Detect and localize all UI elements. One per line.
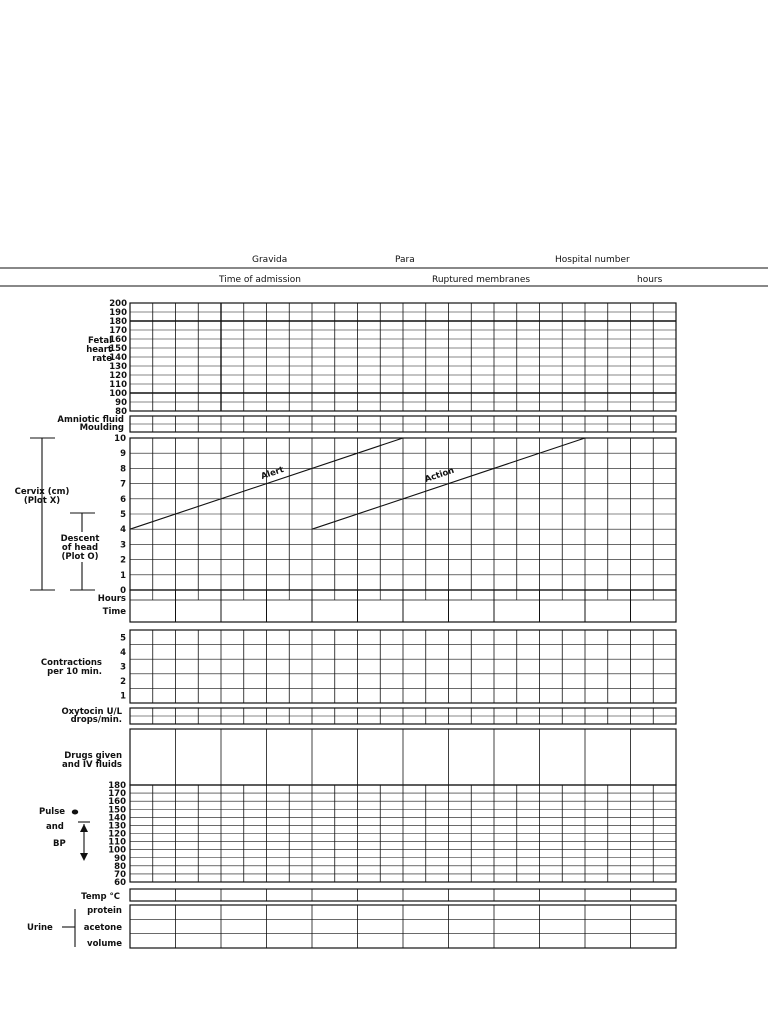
pulse-bp-tick: 170	[108, 789, 126, 800]
pulse-bp-tick: 120	[108, 829, 126, 840]
amniotic-section	[57, 415, 676, 433]
contractions-grid[interactable]	[130, 630, 676, 703]
drugs-label-2: and IV fluids	[62, 760, 122, 770]
contractions-tick: 3	[120, 662, 126, 673]
urine-section	[27, 905, 676, 949]
fhr-tick: 100	[109, 389, 127, 399]
urine-volume-label: volume	[87, 939, 122, 949]
pulse-bp-tick: 130	[108, 821, 126, 832]
time-label: Time	[102, 607, 126, 617]
cervix-tick: 8	[120, 464, 126, 475]
temp-grid[interactable]	[130, 889, 676, 901]
contractions-label-2: per 10 min.	[47, 667, 102, 677]
pulse-bp-tick: 60	[114, 878, 126, 888]
descent-label-3: (Plot O)	[61, 552, 99, 562]
contractions-label-1: Contractions	[40, 658, 102, 668]
pulse-bp-tick: 140	[108, 813, 126, 824]
moulding-label: Moulding	[79, 423, 124, 433]
cervix-grid[interactable]	[130, 438, 676, 590]
pulse-bp-tick-labels	[108, 781, 126, 888]
fhr-tick: 130	[109, 362, 127, 372]
cervix-label-1: Cervix (cm)	[14, 487, 70, 497]
urine-protein-label: protein	[87, 906, 122, 916]
contractions-section	[41, 630, 676, 703]
amniotic-grid[interactable]	[130, 416, 676, 432]
pulse-bp-tick: 110	[108, 837, 126, 848]
cervix-tick: 4	[120, 525, 126, 536]
cervix-label-2: (Plot X)	[23, 496, 61, 506]
fhr-label-3: rate	[92, 354, 112, 364]
hospital-number-label: Hospital number	[555, 255, 630, 265]
fetal-heart-rate-section	[86, 299, 676, 417]
fhr-tick: 150	[109, 344, 127, 354]
fhr-label-2: heart	[86, 345, 112, 355]
drugs-grid[interactable]	[130, 729, 676, 785]
drugs-label-1: Drugs given	[64, 751, 122, 761]
pulse-bp-grid[interactable]	[130, 785, 676, 882]
oxytocin-label-2: drops/min.	[70, 715, 122, 725]
fhr-tick: 90	[115, 398, 127, 408]
ruptured-membranes-label: Ruptured membranes	[432, 275, 531, 285]
fhr-tick: 110	[109, 380, 127, 390]
descent-label-2: of head	[61, 543, 99, 553]
cervix-tick: 9	[120, 449, 126, 460]
pulse-bp-tick: 80	[114, 861, 126, 872]
contractions-tick-labels	[120, 633, 126, 701]
cervix-tick: 3	[120, 540, 126, 551]
time-grid[interactable]	[130, 590, 676, 622]
oxytocin-section	[61, 707, 676, 725]
fhr-tick-labels	[109, 299, 127, 417]
pulse-label: Pulse	[39, 807, 66, 817]
para-label: Para	[395, 255, 415, 265]
cervix-tick: 5	[120, 510, 126, 520]
pulse-bp-section	[39, 781, 676, 888]
hours-time-section	[98, 590, 676, 622]
contractions-tick: 4	[120, 647, 126, 658]
pulse-bp-tick: 90	[114, 853, 126, 864]
bp-arrow-icon	[78, 822, 90, 861]
urine-label: Urine	[27, 923, 53, 933]
cervix-tick: 10	[114, 434, 126, 444]
urine-grid[interactable]	[130, 905, 676, 948]
urine-acetone-label: acetone	[83, 923, 122, 933]
cervix-bracket	[30, 438, 55, 590]
contractions-tick: 1	[120, 691, 126, 702]
fhr-tick: 140	[109, 353, 127, 363]
bp-label: BP	[53, 839, 66, 849]
pulse-bp-tick: 70	[114, 869, 126, 880]
fhr-tick: 180	[109, 317, 127, 327]
amniotic-fluid-label: Amniotic fluid	[57, 415, 124, 425]
cervix-tick: 1	[120, 570, 126, 581]
temp-label: Temp °C	[81, 892, 120, 902]
cervix-tick: 6	[120, 494, 126, 505]
header	[0, 255, 768, 286]
pulse-bp-tick: 100	[108, 845, 126, 856]
time-of-admission-label: Time of admission	[219, 275, 302, 285]
fhr-tick: 120	[109, 371, 127, 381]
gravida-label: Gravida	[252, 255, 288, 265]
hours-header-label: hours	[637, 275, 663, 285]
cervix-tick-labels	[114, 434, 126, 596]
action-label: Action	[423, 465, 456, 485]
cervix-section	[15, 434, 676, 596]
pulse-bp-tick: 160	[108, 797, 126, 808]
pulse-bp-tick: 150	[108, 805, 126, 816]
drugs-section	[62, 729, 676, 785]
pulse-bp-tick: 180	[108, 781, 126, 791]
fhr-tick: 80	[115, 407, 127, 417]
oxytocin-label-1: Oxytocin U/L	[61, 707, 122, 717]
pulse-dot-icon	[72, 810, 78, 815]
contractions-tick: 2	[120, 677, 126, 688]
descent-label-1: Descent	[60, 534, 100, 544]
hours-label: Hours	[97, 594, 126, 604]
contractions-tick: 5	[120, 633, 126, 644]
alert-label: Alert	[259, 464, 286, 482]
fhr-label-1: Fetal	[88, 336, 112, 346]
cervix-tick: 2	[120, 555, 126, 566]
fhr-tick: 190	[109, 308, 127, 318]
oxytocin-grid[interactable]	[130, 708, 676, 724]
and-label: and	[46, 822, 64, 832]
fhr-tick: 200	[109, 299, 127, 309]
fhr-tick: 160	[109, 335, 127, 345]
cervix-tick: 0	[120, 586, 126, 596]
cervix-tick: 7	[120, 479, 126, 490]
temp-section	[81, 889, 676, 902]
fhr-tick: 170	[109, 326, 127, 336]
fhr-grid[interactable]	[130, 303, 676, 411]
